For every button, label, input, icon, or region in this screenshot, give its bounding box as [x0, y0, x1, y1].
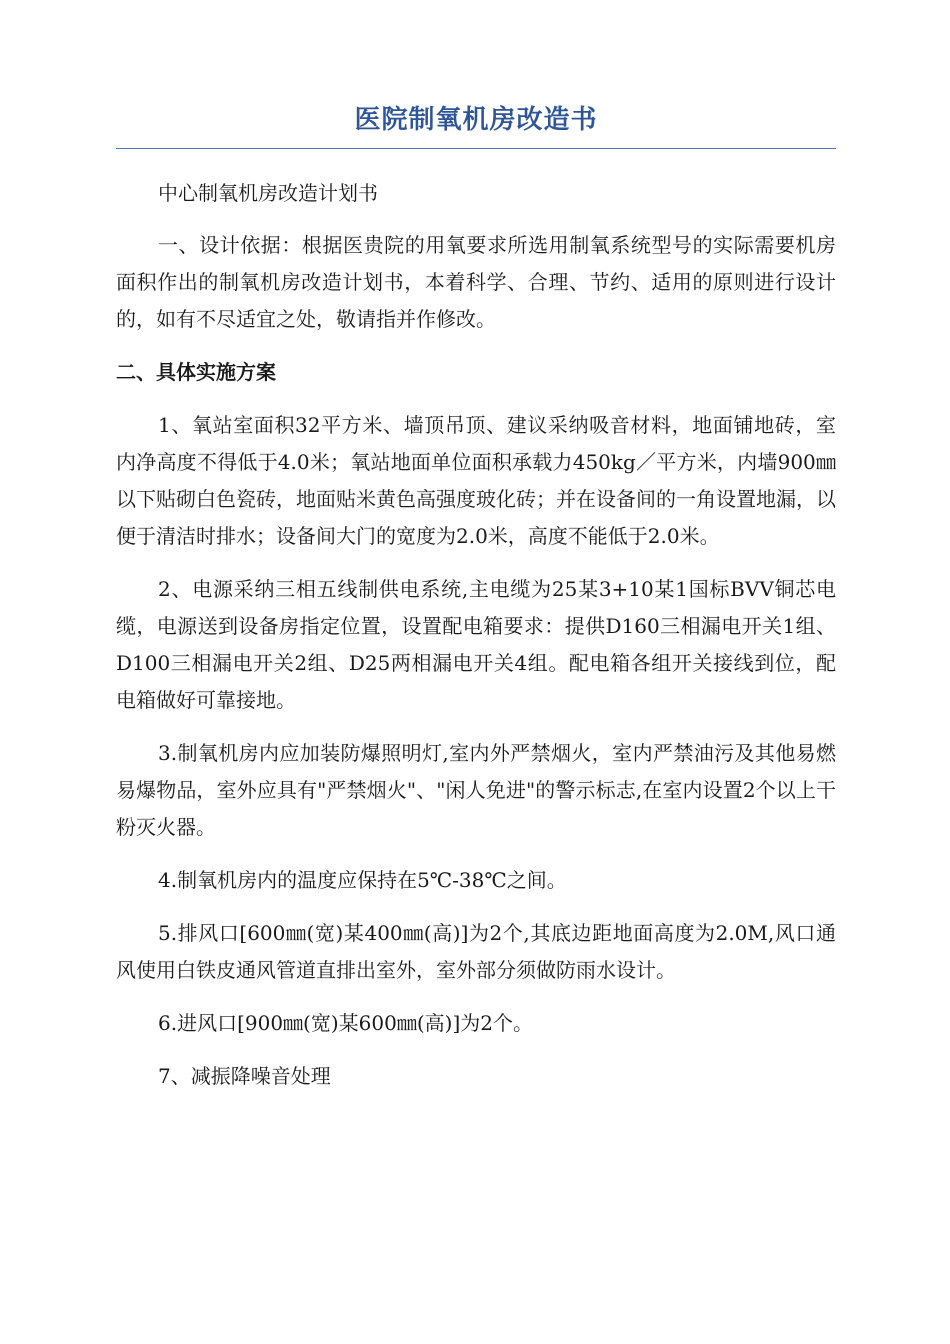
plan-item-5: 5.排风口[600㎜(宽)某400㎜(高)]为2个,其底边距地面高度为2.0M,风口通风使用白铁皮通风管道直排出室外，室外部分须做防雨水设计。	[116, 921, 836, 982]
plan-item-2: 2、电源采纳三相五线制供电系统,主电缆为25某3+10某1国标BVV铜芯电缆，电源送到设备房指定位置，设置配电箱要求：提供D160三相漏电开关1组、D100三相漏电开关2组、D25两相漏电开关4组。配电箱各组开关接线到位，配电箱做好可靠接地。	[116, 577, 836, 712]
plan-item-3: 3.制氧机房内应加装防爆照明灯,室内外严禁烟火，室内严禁油污及其他易燃易爆物品，室外应具有"严禁烟火"、"闲人免进"的警示标志,在室内设置2个以上干粉灭火器。	[116, 741, 836, 839]
section-heading: 二、具体实施方案	[116, 360, 276, 384]
document-subtitle: 中心制氧机房改造计划书	[158, 181, 378, 205]
document-title: 医院制氧机房改造书	[116, 100, 836, 149]
plan-item-7: 7、减振降噪音处理	[158, 1064, 331, 1088]
design-basis-paragraph: 一、设计依据：根据医贵院的用氧要求所选用制氧系统型号的实际需要机房面积作出的制氧机房改造计划书，本着科学、合理、节约、适用的原则进行设计的，如有不尽适宜之处，敬请指并作修改。	[116, 233, 836, 331]
plan-item-1: 1、氧站室面积32平方米、墙顶吊顶、建议采纳吸音材料，地面铺地砖，室内净高度不得低于4.0米；氧站地面单位面积承载力450kg／平方米，内墙900㎜以下贴砌白色瓷砖，地面贴米黄色高强度玻化砖；并在设备间的一角设置地漏，以便于清洁时排水；设备间大门的宽度为2.0米，高度不能低于2.0米。	[116, 413, 836, 548]
plan-item-4: 4.制氧机房内的温度应保持在5℃-38℃之间。	[158, 868, 567, 892]
plan-item-6: 6.进风口[900㎜(宽)某600㎜(高)]为2个。	[158, 1011, 533, 1035]
document-page	[116, 100, 836, 1095]
